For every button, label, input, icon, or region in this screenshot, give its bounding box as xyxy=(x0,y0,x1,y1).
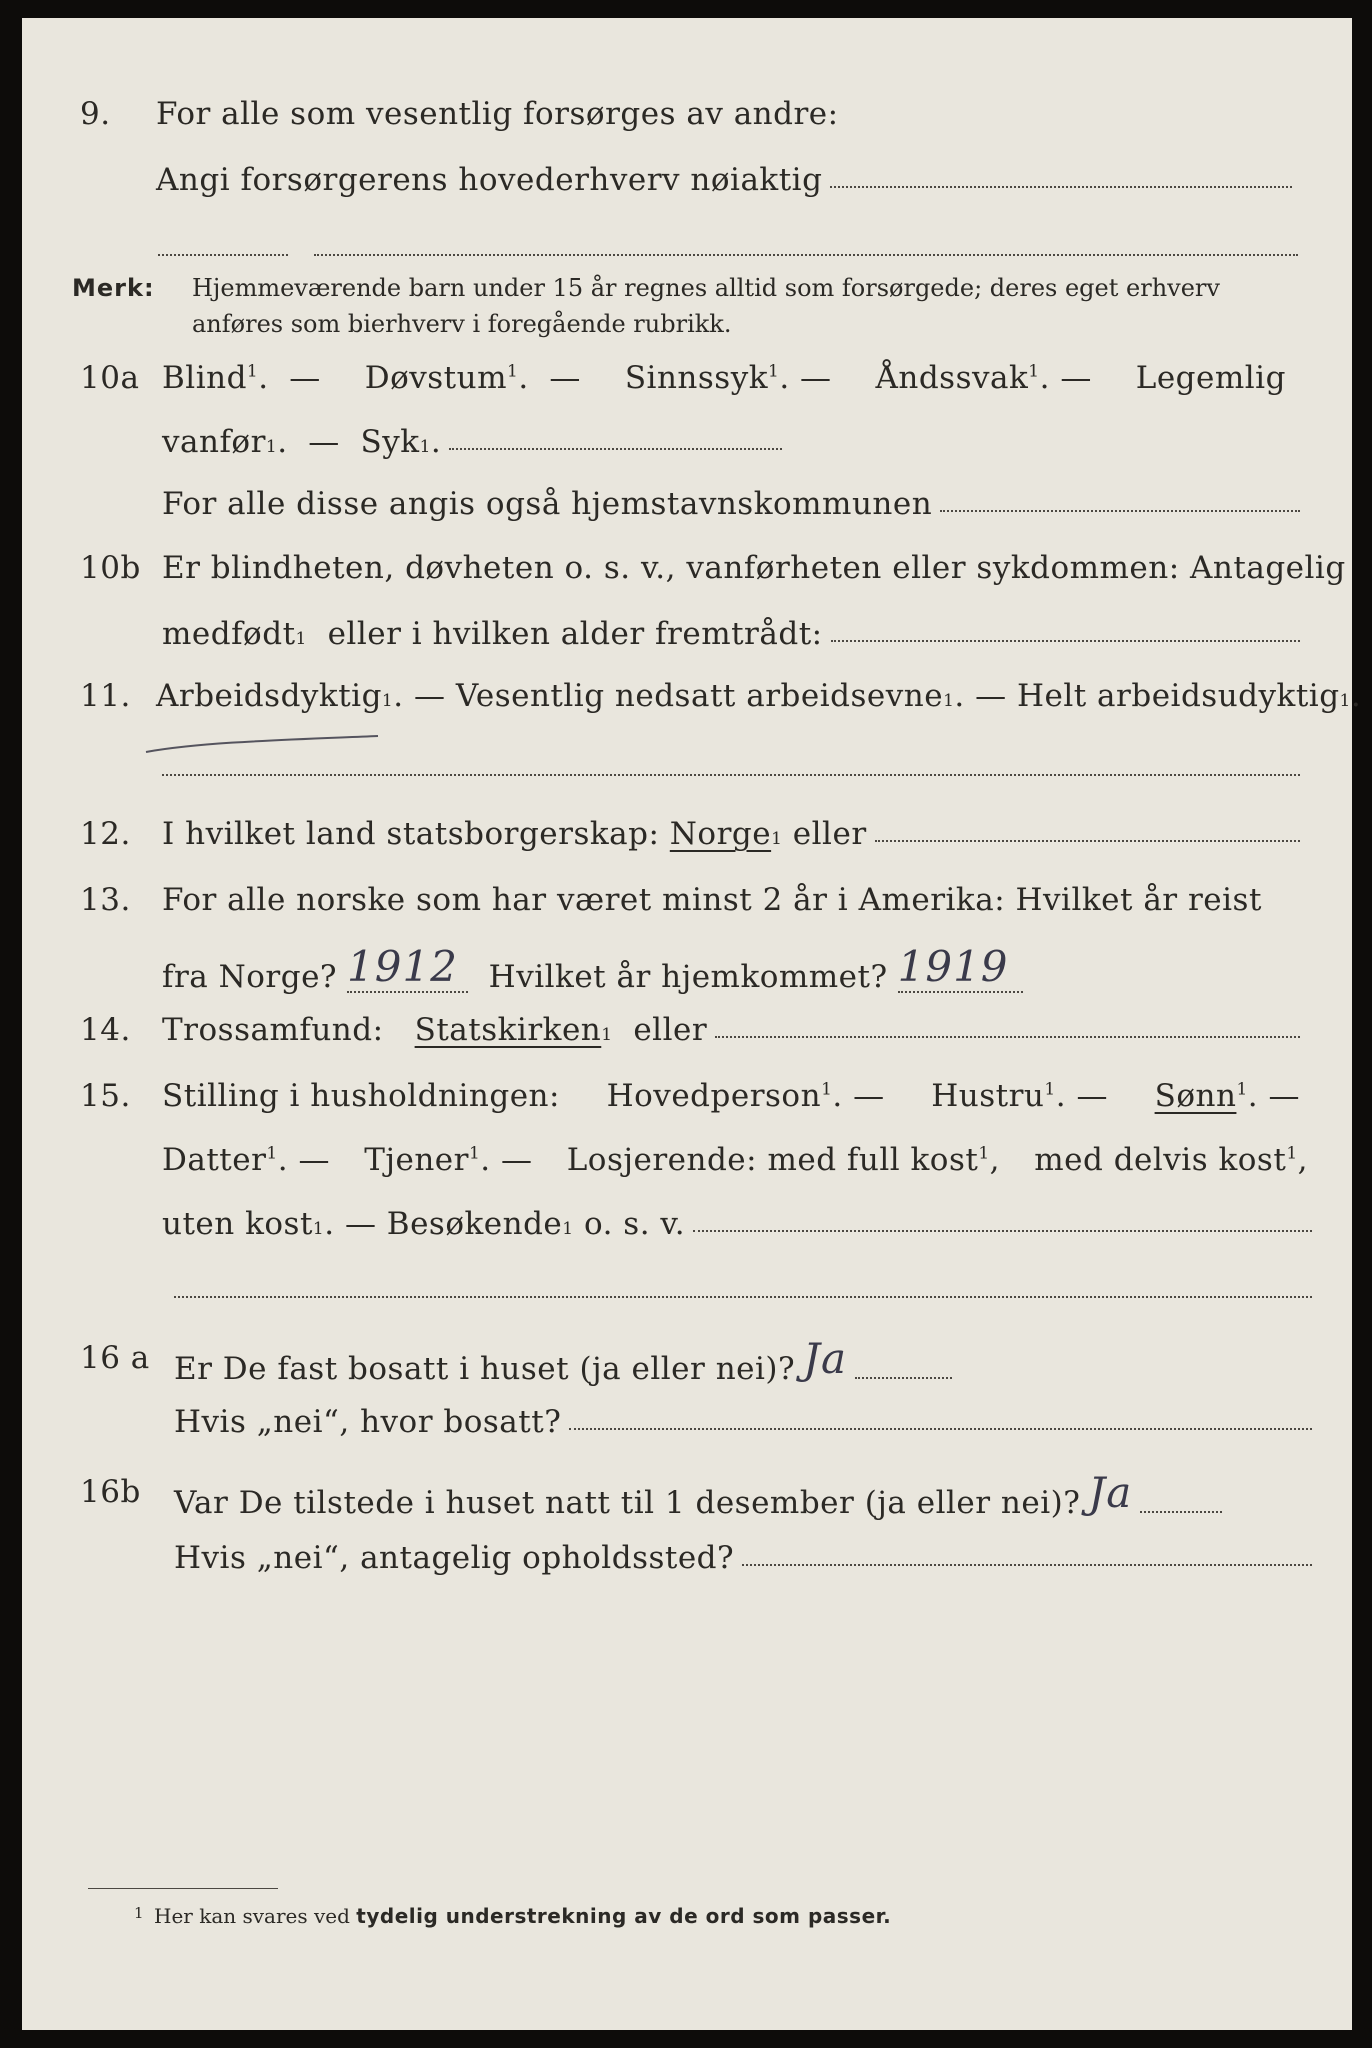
q9-number: 9. xyxy=(80,96,111,132)
q10a-number: 10a xyxy=(80,360,140,396)
q10b-line1 xyxy=(22,550,1352,604)
q10a-line1: 10a Blind$^1$. — Døvstum$^1$. — Sinnssyk$^1$. — Åndssvak$^1$. — Legemlig xyxy=(80,360,1286,396)
q15-osv: o. s. v. xyxy=(583,1206,686,1242)
q16b-label: Var De tilstede i huset natt til 1 desember (ja eller nei)? xyxy=(174,1485,1081,1521)
q14-line: 14. Trossamfund: Statskirken 1 eller xyxy=(22,1012,1352,1066)
q10a-hjemstavn-label: For alle disse angis også hjemstavnskommunen xyxy=(162,486,933,522)
q11-nedsatt[interactable]: Vesentlig nedsatt arbeidsevne xyxy=(455,678,944,714)
q16a-bosatt-field[interactable] xyxy=(569,1424,1312,1430)
q16b-line2 xyxy=(22,1540,1352,1594)
q12-norge[interactable]: Norge xyxy=(669,816,772,852)
q11-line: 11. Arbeidsdyktig 1 . — Vesentlig nedsatt arbeidsevne 1 . — Helt arbeidsudyktig 1 . xyxy=(80,678,1362,714)
q11-arbeidsdyktig[interactable]: Arbeidsdyktig xyxy=(156,678,382,714)
q13-text: For alle norske som har været minst 2 år i Amerika: Hvilket år reist xyxy=(162,882,1262,918)
q10a-blind[interactable]: Blind xyxy=(162,360,247,396)
q12-label: I hvilket land statsborgerskap: xyxy=(162,816,660,852)
q9-occupation-label: Angi forsørgerens hovederhverv nøiaktig xyxy=(156,162,823,198)
q12-eller: eller xyxy=(792,816,867,852)
q13-year-left[interactable]: 1912 xyxy=(347,942,468,993)
q10b-alder-field[interactable] xyxy=(831,636,1300,642)
q10a-line3 xyxy=(22,486,1352,540)
q11-extra-line[interactable] xyxy=(162,774,1300,776)
q16a-number: 16 a xyxy=(80,1340,150,1376)
footnote-rule xyxy=(88,1888,278,1889)
q15-line2: Datter$^1$. — Tjener$^1$. — Losjerende: med full kost$^1$, med delvis kost$^1$, xyxy=(162,1142,1308,1178)
q9-line2 xyxy=(22,162,1352,216)
q11-udyktig[interactable]: Helt arbeidsudyktig xyxy=(1016,678,1340,714)
footnote xyxy=(154,1904,891,1928)
q16b-opholdssted-field[interactable] xyxy=(742,1560,1312,1566)
q9-extra-line-b[interactable] xyxy=(314,254,1298,256)
footnote-mark: 1 xyxy=(134,1904,144,1922)
q16b-opholdssted-label: Hvis „nei“, antagelig opholdssted? xyxy=(174,1540,735,1576)
q11-pen-stroke xyxy=(142,728,382,758)
q13-year-return[interactable]: 1919 xyxy=(898,942,1023,993)
q10a-dovstum[interactable]: Døvstum xyxy=(364,360,507,396)
q15-other-field[interactable] xyxy=(693,1226,1312,1232)
q14-number: 14. xyxy=(80,1012,131,1048)
q12-line: 12. I hvilket land statsborgerskap: Norge 1 eller xyxy=(22,816,1352,870)
q15-line3: uten kost 1 . — Besøkende 1 o. s. v. xyxy=(22,1206,1352,1260)
q15-sonn[interactable]: Sønn xyxy=(1154,1078,1237,1114)
q10a-hjemstavn-field[interactable] xyxy=(940,506,1300,512)
q9-extra-line-a[interactable] xyxy=(158,254,288,256)
q15-number: 15. xyxy=(80,1078,131,1114)
q10b-line2: medfødt 1 eller i hvilken alder fremtrådt: xyxy=(22,616,1352,670)
q9-text: For alle som vesentlig forsørges av andre: xyxy=(156,96,839,132)
q16a-label: Er De fast bosatt i huset (ja eller nei)? xyxy=(174,1351,796,1387)
q16b-field[interactable] xyxy=(1140,1507,1222,1513)
q13-number: 13. xyxy=(80,882,131,918)
merk-text-line2: anføres som bierhverv i foregående rubrikk. xyxy=(192,310,732,338)
q13-hjemkommet-label: Hvilket år hjemkommet? xyxy=(488,959,888,995)
q10b-text: Er blindheten, døvheten o. s. v., vanførheten eller sykdommen: Antagelig xyxy=(162,550,1346,586)
q12-number: 12. xyxy=(80,816,131,852)
q10a-syk[interactable]: Syk xyxy=(360,424,420,460)
q16a-answer[interactable]: Ja xyxy=(803,1334,848,1383)
q10a-legemlig[interactable]: Legemlig xyxy=(1135,360,1286,396)
q10b-number: 10b xyxy=(80,550,141,586)
q11-number: 11. xyxy=(80,678,131,714)
q15-delvis[interactable]: med delvis kost xyxy=(1034,1142,1287,1178)
q16a-bosatt-label: Hvis „nei“, hvor bosatt? xyxy=(174,1404,562,1440)
q15-hovedperson[interactable]: Hovedperson xyxy=(606,1078,822,1114)
q15-besokende[interactable]: Besøkende xyxy=(386,1206,563,1242)
q10b-medfodt[interactable]: medfødt xyxy=(162,616,296,652)
merk-label: Merk: xyxy=(72,274,155,302)
q14-label: Trossamfund: xyxy=(162,1012,384,1048)
q9-occupation-field[interactable] xyxy=(830,182,1292,188)
q16a-line1 xyxy=(22,1334,1352,1394)
q15-losjerende[interactable]: Losjerende: med full kost xyxy=(566,1142,979,1178)
q15-tjener[interactable]: Tjener xyxy=(364,1142,469,1178)
q15-label: Stilling i husholdningen: xyxy=(162,1078,560,1114)
q10a-vanfor[interactable]: vanfør xyxy=(162,424,266,460)
footnote-plain: Her kan svares ved xyxy=(154,1904,350,1928)
footnote-bold: tydelig understrekning av de ord som passer. xyxy=(356,1904,892,1928)
q16a-field[interactable] xyxy=(855,1373,952,1379)
q10a-syk-field[interactable] xyxy=(449,444,782,450)
q14-eller: eller xyxy=(633,1012,708,1048)
q14-statskirken[interactable]: Statskirken xyxy=(414,1012,602,1048)
merk-text-line1: Hjemmeværende barn under 15 år regnes alltid som forsørgede; deres eget erhverv xyxy=(192,274,1220,302)
q10a-line2: vanfør 1 . — Syk 1 . xyxy=(22,424,1352,478)
q16b-answer[interactable]: Ja xyxy=(1088,1468,1133,1517)
q9-line1 xyxy=(22,96,1352,150)
q16b-number: 16b xyxy=(80,1474,141,1510)
q14-other-field[interactable] xyxy=(715,1032,1300,1038)
q13-line2 xyxy=(22,942,1352,1002)
q15-line1: 15. Stilling i husholdningen: Hovedperson$^1$. — Hustru$^1$. — Sønn$^1$. — xyxy=(80,1078,1300,1114)
q15-datter[interactable]: Datter xyxy=(162,1142,267,1178)
q10a-andssvak[interactable]: Åndssvak xyxy=(875,360,1029,396)
q16b-line1 xyxy=(22,1468,1352,1528)
q15-hustru[interactable]: Hustru xyxy=(931,1078,1045,1114)
q13-line1 xyxy=(22,882,1352,936)
q10b-alder-label: eller i hvilken alder fremtrådt: xyxy=(327,616,823,652)
q10a-sinnssyk[interactable]: Sinnssyk xyxy=(624,360,769,396)
merk-note xyxy=(22,274,1352,354)
q15-uten[interactable]: uten kost xyxy=(162,1206,313,1242)
q12-other-country-field[interactable] xyxy=(875,836,1300,842)
q16a-line2 xyxy=(22,1404,1352,1458)
q13-fra-norge-label: fra Norge? xyxy=(162,959,338,995)
census-form-page xyxy=(22,18,1362,2030)
q15-extra-line[interactable] xyxy=(174,1296,1312,1298)
